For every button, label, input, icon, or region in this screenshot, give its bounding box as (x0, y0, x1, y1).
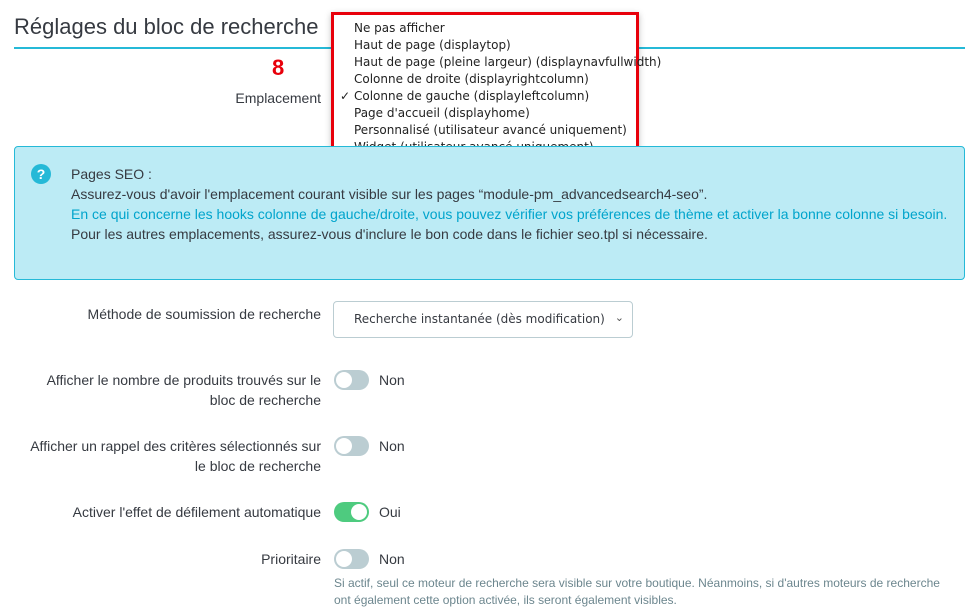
alert-text (71, 164, 951, 244)
dropdown-option-label: Page d'accueil (displayhome) (354, 106, 530, 120)
annotation-number: 8 (272, 55, 285, 80)
toggle-knob (351, 504, 367, 520)
dropdown-option-label: Haut de page (pleine largeur) (displaynavfullwidth) (354, 55, 662, 69)
show-count-label-line: bloc de recherche (209, 392, 321, 408)
submit-method-label: Méthode de soumission de recherche (87, 306, 321, 322)
show-reminder-toggle[interactable] (334, 436, 369, 456)
alert-title: Pages SEO : (71, 166, 152, 182)
show-count-label-line: Afficher le nombre de produits trouvés sur le (46, 372, 321, 388)
auto-scroll-toggle[interactable] (334, 502, 369, 522)
emplacement-dropdown[interactable] (331, 12, 662, 156)
alert-line: Pour les autres emplacements, assurez-vous d'inclure le bon code dans le fichier seo.tpl si nécessaire. (71, 226, 708, 242)
priority-help-text: Si actif, seul ce moteur de recherche sera visible sur votre boutique. Néanmoins, si d'autres moteurs de recherche ont également cette option activée, ils seront également visibles. (334, 576, 940, 607)
auto-scroll-state: Oui (379, 504, 401, 520)
chevron-down-icon: ⌄ (614, 312, 624, 324)
show-reminder-label-line: Afficher un rappel des critères sélectionnés sur (30, 438, 321, 454)
toggle-knob (336, 372, 352, 388)
select-value: Recherche instantanée (dès modification) (354, 312, 605, 326)
dropdown-option-selected[interactable] (334, 88, 636, 105)
alert-line: Assurez-vous d'avoir l'emplacement courant visible sur les pages “module-pm_advancedsearch4-seo”. (71, 186, 708, 202)
show-count-state: Non (379, 372, 405, 388)
question-circle-icon: ? (31, 164, 51, 184)
auto-scroll-label: Activer l'effet de défilement automatique (72, 504, 321, 520)
priority-toggle[interactable] (334, 549, 369, 569)
dropdown-option-label: Personnalisé (utilisateur avancé uniquement) (354, 123, 627, 137)
dropdown-option[interactable] (334, 54, 662, 71)
toggle-knob (336, 438, 352, 454)
submit-method-select[interactable] (333, 301, 633, 338)
emplacement-label: Emplacement (235, 90, 321, 106)
show-reminder-label-line: le bloc de recherche (194, 458, 321, 474)
dropdown-option-label: Ne pas afficher (354, 21, 445, 35)
dropdown-option[interactable] (334, 71, 636, 88)
priority-state: Non (379, 551, 405, 567)
dropdown-option-label: Haut de page (displaytop) (354, 38, 511, 52)
dropdown-option-label: Colonne de gauche (displayleftcolumn) (354, 89, 590, 103)
show-reminder-label (30, 436, 321, 476)
dropdown-option[interactable] (334, 20, 636, 37)
alert-highlight: En ce qui concerne les hooks colonne de gauche/droite, vous pouvez vérifier vos préférences de thème et activer la bonne colonne si besoin. (71, 206, 948, 222)
dropdown-option[interactable] (334, 37, 636, 54)
dropdown-option[interactable] (334, 122, 636, 139)
dropdown-option-label: Colonne de droite (displayrightcolumn) (354, 72, 589, 86)
check-icon: ✓ (340, 89, 351, 103)
show-count-toggle[interactable] (334, 370, 369, 390)
show-reminder-state: Non (379, 438, 405, 454)
priority-label: Prioritaire (261, 551, 321, 567)
seo-info-alert (14, 146, 965, 280)
show-count-label (47, 370, 321, 410)
panel-title: Réglages du bloc de recherche (14, 14, 319, 39)
dropdown-option[interactable] (334, 105, 636, 122)
toggle-knob (336, 551, 352, 567)
